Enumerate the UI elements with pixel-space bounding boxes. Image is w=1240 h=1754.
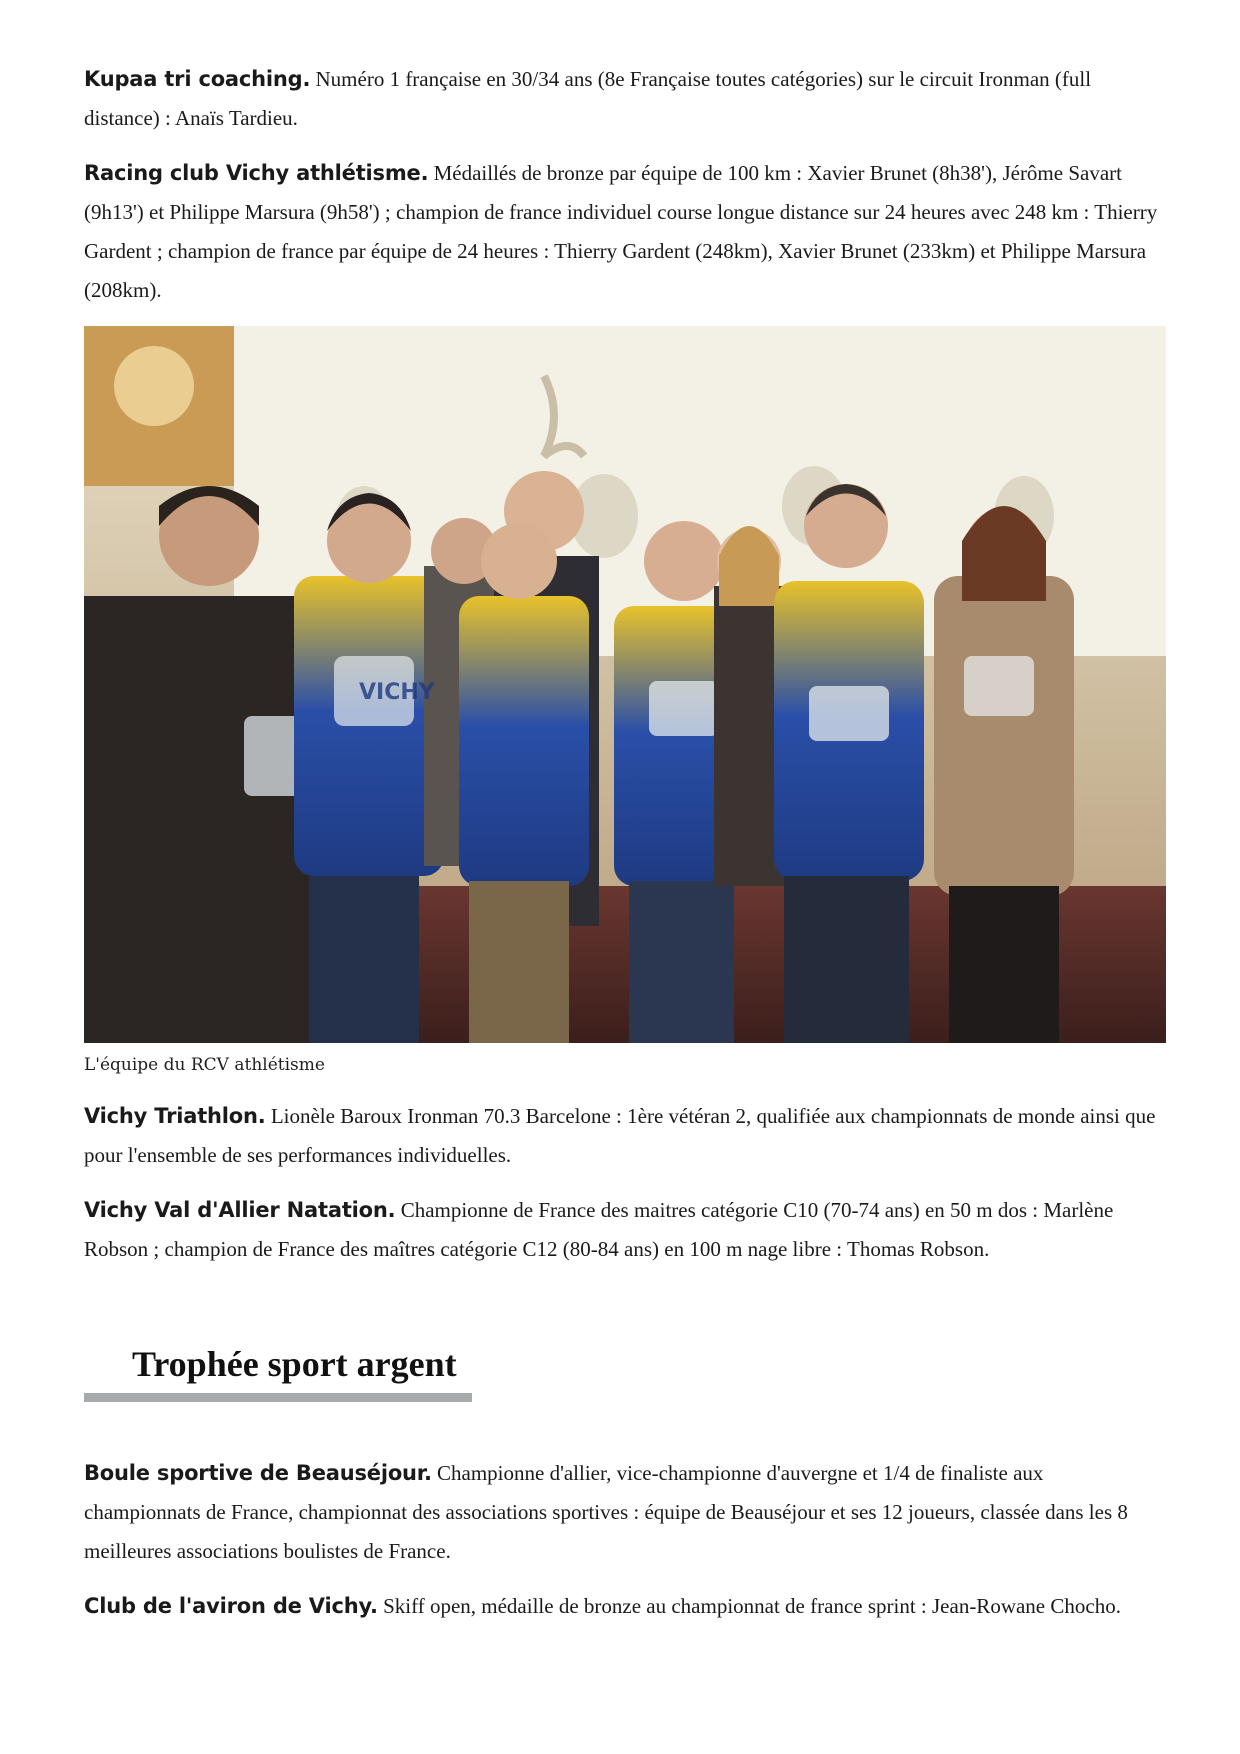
paragraph-text: Lionèle Baroux Ironman 70.3 Barcelone : 1ère vétéran 2, qualifiée aux championnats de monde ainsi que pour l'ensemble de ses performances individuelles. (84, 1104, 1156, 1167)
club-name: Vichy Val d'Allier Natation. (84, 1198, 396, 1222)
article-page (84, 60, 1164, 1642)
section-title: Trophée sport argent (132, 1344, 457, 1384)
paragraph-text: Numéro 1 française en 30/34 ans (8e Française toutes catégories) sur le circuit Ironman (full distance) : Anaïs Tardieu. (84, 67, 1092, 130)
paragraph-natation (84, 1191, 1164, 1269)
paragraph-text: Skiff open, médaille de bronze au championnat de france sprint : Jean-Rowane Chocho. (377, 1594, 1121, 1618)
trophy-label: VICHY (359, 680, 435, 705)
paragraph-text: Médaillés de bronze par équipe de 100 km : Xavier Brunet (8h38'), Jérôme Savart (9h13') et Philippe Marsura (9h58') ; champion de france individuel course longue distance sur 24 heures avec 248 km : Thierry Gardent ; champion de france par équipe de 24 heures : Thierry Gardent (248km), Xavier Brunet (233km) et Philippe Marsura (208km). (84, 161, 1158, 302)
paragraph-boule (84, 1454, 1164, 1571)
team-photo (84, 326, 1166, 1043)
paragraph-text: Championne de France des maitres catégorie C10 (70-74 ans) en 50 m dos : Marlène Robson ; champion de France des maîtres catégorie C12 (80-84 ans) en 100 m nage libre : Thomas Robson. (84, 1198, 1114, 1261)
paragraph-kupaa (84, 60, 1164, 138)
club-name: Vichy Triathlon. (84, 1104, 266, 1128)
club-name: Kupaa tri coaching. (84, 67, 311, 91)
paragraph-aviron (84, 1587, 1164, 1626)
paragraph-triathlon (84, 1097, 1164, 1175)
club-name: Racing club Vichy athlétisme. (84, 161, 429, 185)
photo-figure (84, 326, 1164, 1043)
section-heading (84, 1343, 472, 1402)
paragraph-text: Championne d'allier, vice-championne d'auvergne et 1/4 de finaliste aux championnats de France, championnat des associations sportives : équipe de Beauséjour et ses 12 joueurs, classée dans les 8 meilleures associations boulistes de France. (84, 1461, 1128, 1563)
club-name: Boule sportive de Beauséjour. (84, 1461, 432, 1485)
section-underline (84, 1393, 472, 1402)
club-name: Club de l'aviron de Vichy. (84, 1594, 378, 1618)
paragraph-racing-club (84, 154, 1164, 310)
photo-caption: L'équipe du RCV athlétisme (84, 1055, 325, 1075)
